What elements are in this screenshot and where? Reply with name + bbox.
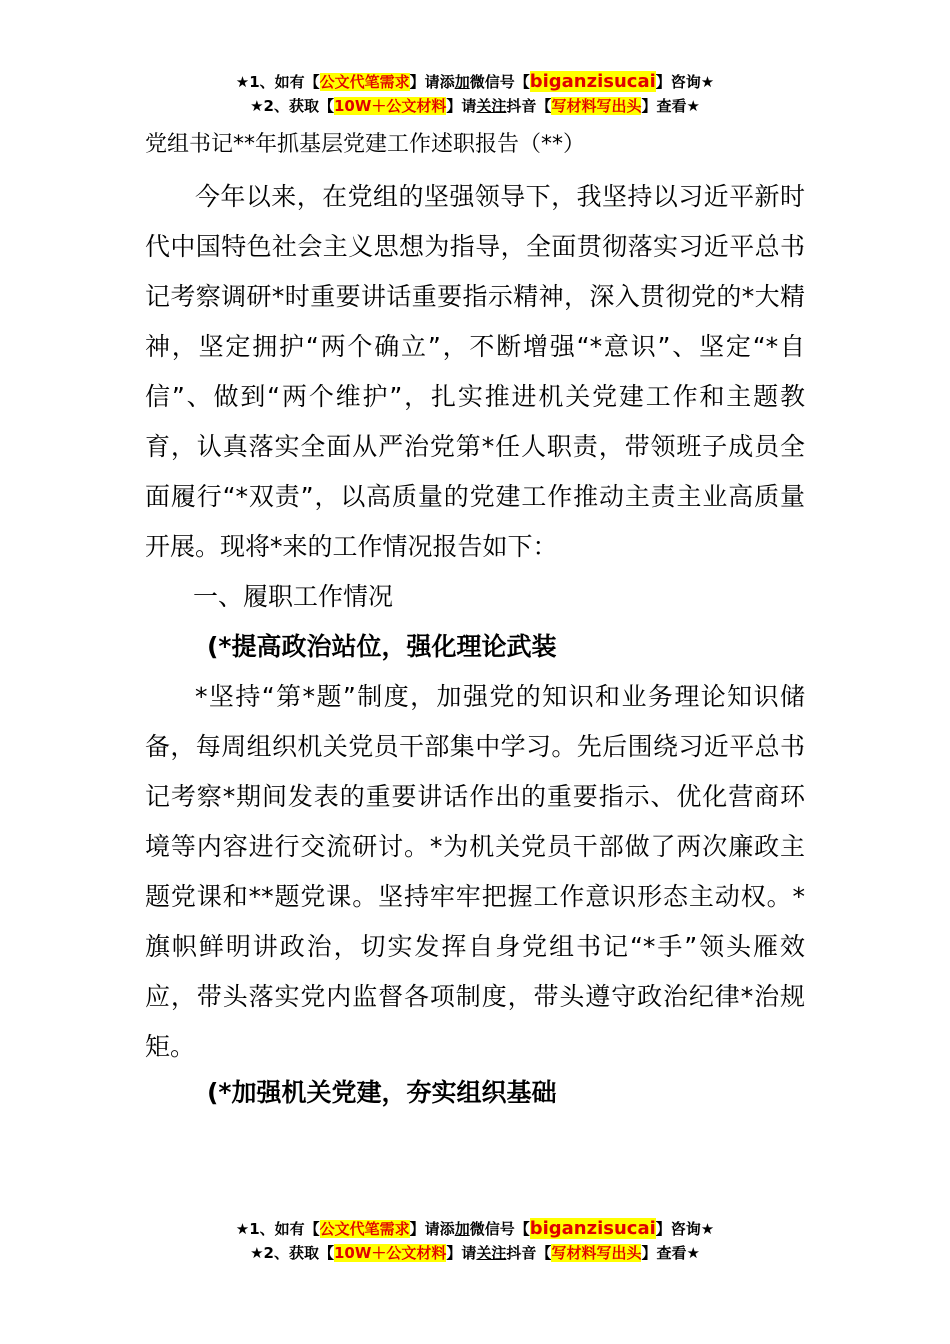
document-title: 党组书记**年抓基层党建工作述职报告（**）	[145, 132, 586, 157]
promo-text: ★2、获取【	[250, 1244, 334, 1262]
promo-wechat-id: biganzisucai	[529, 1218, 656, 1239]
promo-highlight: 写材料写出头	[551, 1244, 642, 1262]
promo-line-1	[0, 70, 950, 94]
promo-text: 抖音【	[506, 97, 552, 115]
promo-text: 】请	[446, 1244, 477, 1262]
promo-highlight: 公文代笔需求	[319, 1220, 410, 1238]
promo-text: ★1、如有【	[235, 1220, 320, 1238]
promo-header	[0, 70, 950, 118]
promo-line-2	[0, 1241, 950, 1265]
promo-text: ★2、获取【	[250, 97, 334, 115]
promo-text: 微信号【	[469, 73, 530, 91]
promo-line-1	[0, 1217, 950, 1241]
promo-underline: 关注	[476, 1244, 507, 1262]
promo-footer	[0, 1217, 950, 1265]
promo-text: 】咨询★	[655, 73, 715, 91]
promo-underline: 关注	[476, 97, 507, 115]
promo-text: 】请添	[409, 73, 455, 91]
promo-highlight: 写材料写出头	[551, 97, 642, 115]
promo-text: 抖音【	[506, 1244, 552, 1262]
promo-underline: 加	[454, 73, 470, 91]
subsection-heading: (*提高政治站位，强化理论武装	[207, 632, 557, 661]
promo-highlight: 公文代笔需求	[319, 73, 410, 91]
section-heading: 一、履职工作情况	[193, 582, 394, 611]
promo-text: 】请	[446, 97, 477, 115]
promo-text: 】请添	[409, 1220, 455, 1238]
promo-line-2	[0, 94, 950, 118]
promo-text: ★1、如有【	[235, 73, 320, 91]
paragraph-body: *坚持“第*题”制度，加强党的知识和业务理论知识储备，每周组织机关党员干部集中学习。先后围绕习近平总书记考察*期间发表的重要讲话作出的重要指示、优化营商环境等内容进行交流研讨。*为机关党员干部做了两次廉政主题党课和**题党课。坚持牢牢把握工作意识形态主动权。*旗帜鲜明讲政治，切实发挥自身党组书记“*手”领头雁效应，带头落实党内监督各项制度，带头遵守政治纪律*治规矩。	[145, 682, 805, 1061]
promo-highlight: 10W＋公文材料	[333, 97, 447, 115]
promo-text: 】查看★	[641, 1244, 700, 1262]
paragraph-intro: 今年以来，在党组的坚强领导下，我坚持以习近平新时代中国特色社会主义思想为指导，全面贯彻落实习近平总书记考察调研*时重要讲话重要指示精神，深入贯彻党的*大精神，坚定拥护“两个确立”，不断增强“*意识”、坚定“*自信”、做到“两个维护”，扎实推进机关党建工作和主题教育，认真落实全面从严治党第*任人职责，带领班子成员全面履行“*双责”，以高质量的党建工作推动主责主业高质量开展。现将*来的工作情况报告如下：	[145, 182, 805, 561]
promo-text: 】咨询★	[655, 1220, 715, 1238]
promo-highlight: 10W＋公文材料	[333, 1244, 447, 1262]
promo-underline: 加	[454, 1220, 470, 1238]
promo-text: 】查看★	[641, 97, 700, 115]
promo-text: 微信号【	[469, 1220, 530, 1238]
promo-wechat-id: biganzisucai	[529, 71, 656, 92]
subsection-heading: (*加强机关党建，夯实组织基础	[207, 1078, 557, 1107]
